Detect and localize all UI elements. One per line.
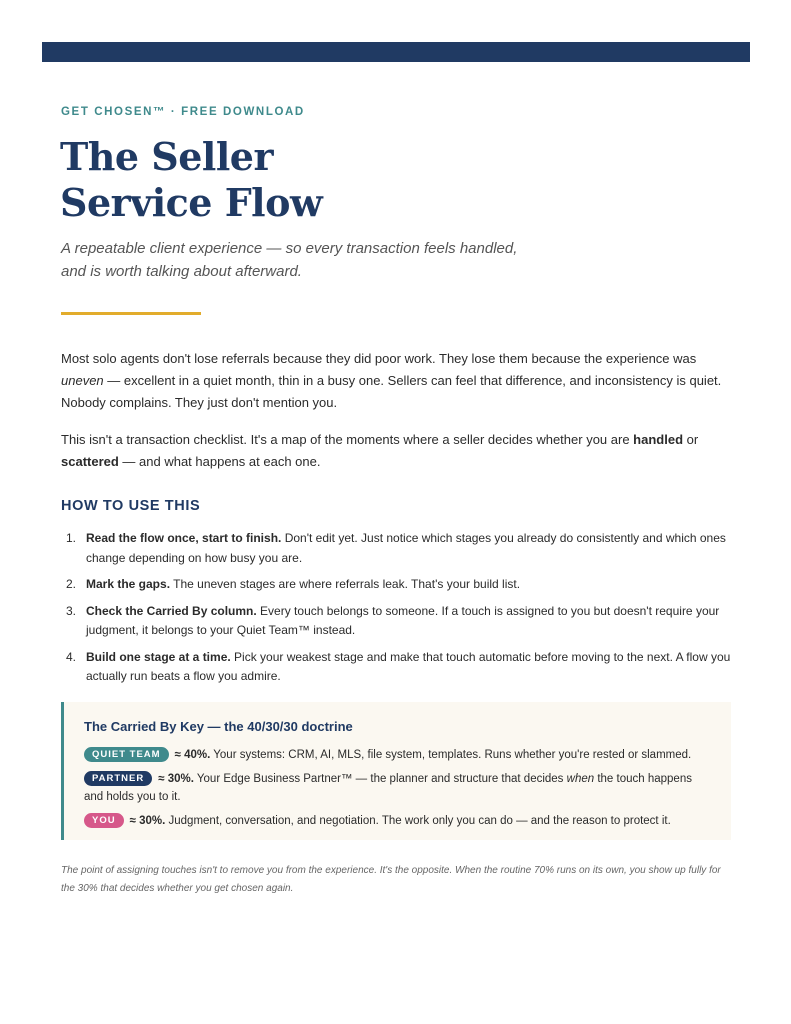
intro-p2-text-a: This isn't a transaction checklist. It's a map of the moments where a seller decides whether you are <box>61 432 634 447</box>
key-title: The Carried By Key — the 40/30/30 doctrine <box>84 719 353 734</box>
key-row-percent: ≈ 30%. <box>158 773 194 785</box>
key-row-percent: ≈ 30%. <box>129 815 166 827</box>
title-line-1: The Seller <box>60 134 273 179</box>
step-body: Pick your weakest stage and make that touch automatic before moving to the next. A flow you actually run beats a flow you admire. <box>86 649 731 683</box>
key-row-text: Your systems: CRM, AI, MLS, file system, templates. Runs whether you're rested or slammed. <box>210 749 692 761</box>
carried-by-key-box <box>61 702 731 840</box>
key-row-emphasis: when <box>566 773 595 785</box>
step-text <box>86 529 733 568</box>
how-to-step <box>61 648 733 687</box>
step-body: Don't edit yet. Just notice which stages you already do consistently and which ones change depending on how busy you are. <box>86 531 726 565</box>
step-bold-lead: Mark the gaps. <box>86 577 171 591</box>
key-row-text: Your Edge Business Partner™ — the planner and structure that decides <box>193 773 567 785</box>
intro-p2-bold-handled: handled <box>633 432 684 447</box>
footnote: The point of assigning touches isn't to remove you from the experience. It's the opposite. When the routine 70% runs on its own, you show up fully for the 30% that decides whether you get chosen again. <box>61 865 721 894</box>
step-number: 3. <box>66 603 77 618</box>
key-row-partner <box>84 770 704 806</box>
how-to-step <box>61 602 733 641</box>
partner-badge: PARTNER <box>84 771 152 786</box>
intro-p1-text-b: — excellent in a quiet month, thin in a busy one. Sellers can feel that difference, and inconsistency is quiet. Nobody complains. They just don't mention you. <box>61 373 722 410</box>
subtitle <box>61 237 581 283</box>
title-line-2: Service Flow <box>60 180 323 225</box>
intro-p1-emphasis: uneven <box>61 373 104 388</box>
how-to-steps-list <box>61 529 733 694</box>
step-body: Every touch belongs to someone. If a touch is assigned to you but doesn't require your judgment, it belongs to your Quiet Team™ instead. <box>86 603 720 637</box>
intro-paragraph-2 <box>61 429 731 473</box>
intro-paragraph-1 <box>61 348 731 414</box>
how-to-step <box>61 575 733 595</box>
step-bold-lead: Build one stage at a time. <box>86 649 231 664</box>
step-body: The uneven stages are where referrals leak. That's your build list. <box>170 577 521 591</box>
top-banner-bar <box>42 42 750 62</box>
key-row-text: Judgment, conversation, and negotiation. The work only you can do — and the reason to protect it. <box>165 815 671 827</box>
key-row-percent: ≈ 40%. <box>174 749 211 761</box>
intro-p2-text-mid: or <box>683 432 699 447</box>
step-bold-lead: Read the flow once, start to finish. <box>86 531 282 545</box>
intro-p2-bold-scattered: scattered <box>61 454 119 469</box>
subtitle-line-2: and is worth talking about afterward. <box>61 263 302 280</box>
page-title <box>60 134 322 226</box>
step-bold-lead: Check the Carried By column. <box>86 603 257 618</box>
accent-divider <box>61 312 201 315</box>
how-to-heading: HOW TO USE THIS <box>61 498 201 514</box>
key-row-quiet-team <box>84 746 704 764</box>
intro-p1-text-a: Most solo agents don't lose referrals because they did poor work. They lose them because the experience was <box>61 351 697 366</box>
key-row-text-b: the touch happens and holds you to it. <box>84 773 692 803</box>
intro-p2-text-c: — and what happens at each one. <box>118 454 321 469</box>
you-badge: YOU <box>84 813 124 828</box>
step-number: 1. <box>66 531 77 545</box>
quiet-team-badge: QUIET TEAM <box>84 747 169 762</box>
step-text <box>86 648 733 687</box>
how-to-step <box>61 529 733 568</box>
subtitle-line-1: A repeatable client experience — so every transaction feels handled, <box>61 240 518 257</box>
key-row-you <box>84 812 704 830</box>
step-number: 4. <box>66 649 77 664</box>
step-text <box>86 602 733 641</box>
eyebrow-label: GET CHOSEN™ · FREE DOWNLOAD <box>61 106 305 118</box>
step-number: 2. <box>66 577 77 591</box>
step-text <box>86 575 733 595</box>
